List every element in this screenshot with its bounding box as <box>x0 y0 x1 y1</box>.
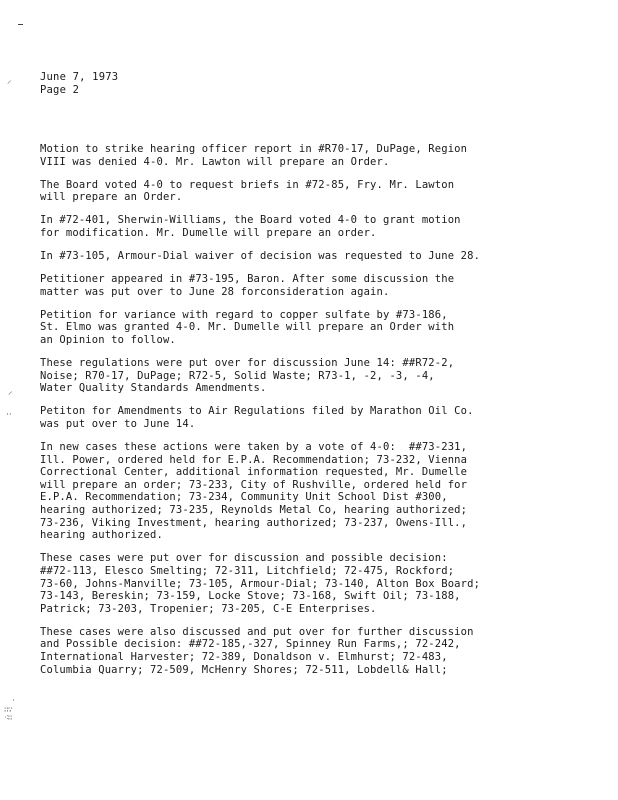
text-line: St. Elmo was granted 4-0. Mr. Dumelle will prepare an Order with <box>40 321 455 334</box>
text-line: Columbia Quarry; 72-509, McHenry Shores; 72-511, Lobdell& Hall; <box>40 663 448 676</box>
corner-stamp-mark: ∷∵ ⁖∷ <box>4 705 12 722</box>
text-line: matter was put over to June 28 forconsideration again. <box>40 285 390 298</box>
text-line: VIII was denied 4-0. Mr. Lawton will prepare an Order. <box>40 155 390 168</box>
margin-check-mark: ⸝ <box>8 387 13 397</box>
text-line: Motion to strike hearing officer report in #R70-17, DuPage, Region <box>40 143 468 155</box>
text-line: Petition for variance with regard to copper sulfate by #73-186, <box>40 308 448 321</box>
paragraph <box>40 441 600 542</box>
text-line: Patrick; 73-203, Tropenier; 73-205, C-E Enterprises. <box>40 602 377 615</box>
text-line: Noise; R70-17, DuPage; R72-5, Solid Waste; R73-1, -2, -3, -4, <box>40 369 435 382</box>
text-line: These cases were put over for discussion and possible decision: <box>40 552 448 565</box>
minutes-body <box>40 143 600 687</box>
text-line: Correctional Center, additional information requested, Mr. Dumelle <box>40 466 468 479</box>
margin-tick-mark <box>18 24 23 25</box>
header-page-number: Page 2 <box>40 84 80 96</box>
text-line: Ill. Power, ordered held for E.P.A. Recommendation; 73-232, Vienna <box>40 453 468 466</box>
paragraph <box>40 179 600 204</box>
paragraph <box>40 626 600 676</box>
text-line: These cases were also discussed and put over for further discussion <box>40 625 474 638</box>
text-line: an Opinion to follow. <box>40 334 176 347</box>
text-line: The Board voted 4-0 to request briefs in #72-85, Fry. Mr. Lawton <box>40 178 455 191</box>
text-line: Petitioner appeared in #73-195, Baron. After some discussion the <box>40 273 455 286</box>
paragraph <box>40 405 600 430</box>
margin-dash-mark: ·· <box>6 410 12 420</box>
text-line: ##72-113, Elesco Smelting; 72-311, Litchfield; 72-475, Rockford; <box>40 564 455 577</box>
text-line: for modification. Mr. Dumelle will prepare an order. <box>40 226 377 239</box>
text-line: In #73-105, Armour-Dial waiver of decision was requested to June 28. <box>40 250 481 263</box>
text-line: hearing authorized. <box>40 529 163 542</box>
page-header <box>40 71 118 97</box>
paragraph <box>40 250 600 263</box>
paragraph <box>40 273 600 298</box>
text-line: In new cases these actions were taken by a vote of 4-0: ##73-231, <box>40 441 468 454</box>
text-line: E.P.A. Recommendation; 73-234, Community Unit School Dist #300, <box>40 491 448 504</box>
text-line: 73-60, Johns-Manville; 73-105, Armour-Dial; 73-140, Alton Box Board; <box>40 577 481 590</box>
text-line: will prepare an order; 73-233, City of Rushville, ordered held for <box>40 478 468 491</box>
text-line: hearing authorized; 73-235, Reynolds Metal Co, hearing authorized; <box>40 504 468 517</box>
text-line: was put over to June 14. <box>40 418 196 430</box>
text-line: 73-143, Bereskin; 73-159, Locke Stove; 73-168, Swift Oil; 73-188, <box>40 590 461 603</box>
text-line: 73-236, Viking Investment, hearing authorized; 73-237, Owens-Ill., <box>40 516 468 529</box>
margin-check-mark: ⸝ <box>7 76 12 86</box>
text-line: Petiton for Amendments to Air Regulations filed by Marathon Oil Co. <box>40 405 474 418</box>
paragraph <box>40 143 600 168</box>
margin-dot-mark: · <box>12 696 15 706</box>
text-line: will prepare an Order. <box>40 191 183 204</box>
text-line: and Possible decision: ##72-185,-327, Spinney Run Farms,; 72-242, <box>40 638 461 651</box>
paragraph <box>40 552 600 615</box>
header-date: June 7, 1973 <box>40 71 119 83</box>
text-line: These regulations were put over for discussion June 14: ##R72-2, <box>40 357 455 370</box>
text-line: Water Quality Standards Amendments. <box>40 382 267 395</box>
paragraph <box>40 214 600 239</box>
paragraph <box>40 309 600 347</box>
text-line: In #72-401, Sherwin-Williams, the Board voted 4-0 to grant motion <box>40 214 461 227</box>
paragraph <box>40 357 600 395</box>
text-line: International Harvester; 72-389, Donaldson v. Elmhurst; 72-483, <box>40 651 448 663</box>
